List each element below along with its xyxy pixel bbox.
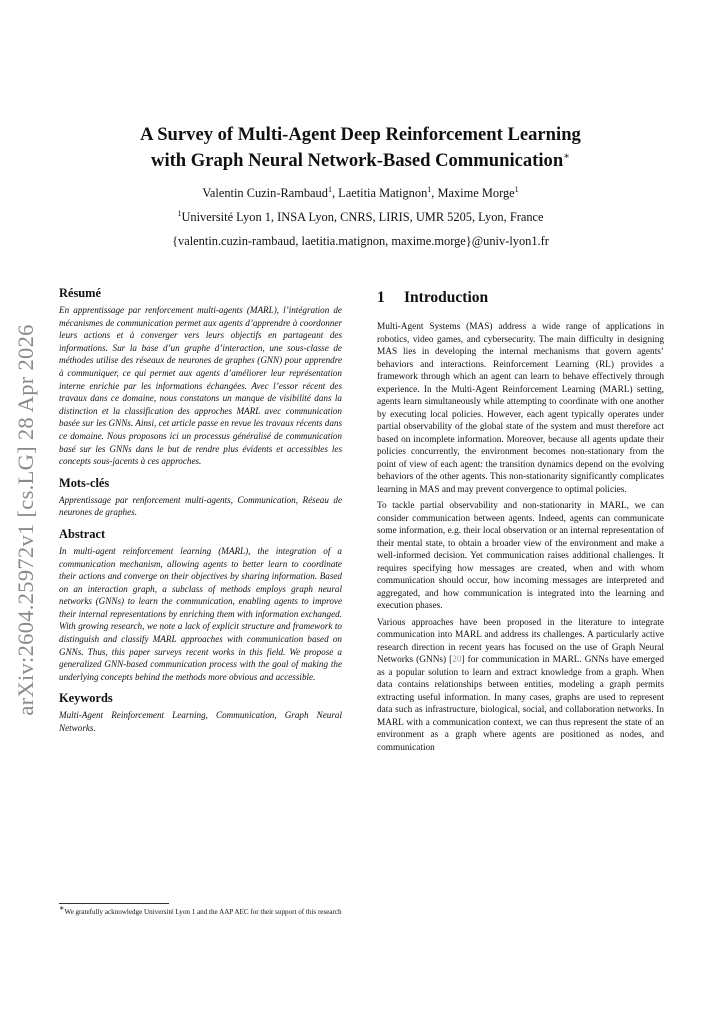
citation-link[interactable]: 20 [452, 655, 462, 665]
title-footnote-mark: ∗ [563, 150, 570, 162]
title-line-2: with Graph Neural Network-Based Communication [151, 150, 564, 171]
abstract-section [59, 527, 342, 684]
footnote-rule [59, 903, 169, 904]
affiliation [60, 210, 661, 225]
footnote-text: ∗We gratefully acknowledge Université Lyon 1 and the AAP AEC for their support of this research [59, 903, 342, 916]
author-emails: {valentin.cuzin-rambaud, laetitia.matignon, maxime.morge}@univ-lyon1.fr [172, 234, 549, 248]
author-list [60, 186, 661, 201]
author: Laetitia Matignon$^1$, [338, 184, 438, 200]
footnote [59, 903, 342, 917]
paper-title [60, 122, 661, 174]
mots-cles-section [59, 476, 342, 519]
intro-paragraph-2: To tackle partial observability and non-stationarity in MARL, we can consider communication between agents. Indeed, agents can communicate some information, e.g. their local observation or an internal representation of their mental state, to obtain a broader view of the environment and make a well-informed decision. Yet communication raises additional challenges. It requires specifying how messages are created, when and with whom communication should occur, how incoming messages are interpreted and aggregated, and how communication is integrated into the learning and execution phases. [377, 501, 664, 611]
abstract-heading: Abstract [59, 526, 106, 541]
intro-paragraph-1: Multi-Agent Systems (MAS) address a wide range of applications in robotics, video games, and cybersecurity. The main difficulty in designing MAS lies in developing the internal mechanisms that govern agents’ behaviors and interactions. Reinforcement Learning (RL) provides a framework through which an agent can learn to behave effectively through experience. In the Multi-Agent Reinforcement Learning (MARL) setting, agents learn simultaneously while attempting to coordinate with one another by executing local policies. However, each agent typically operates under partial observability of the global state of the system and must therefore act based on incomplete information. Moreover, because all agents update their policies concurrently, the environment becomes non-stationary from the point of view of each agent: the transition dynamics depend on the evolving behaviors of the other agents. This non-stationarity significantly complicates learning in MAS and may prevent convergence to optimal policies. [377, 322, 664, 495]
keywords-section [59, 691, 342, 734]
author: Maxime Morge$^1$ [437, 184, 519, 200]
title-line-1: A Survey of Multi-Agent Deep Reinforcement Learning [140, 124, 581, 145]
introduction-heading [377, 289, 664, 307]
resume-text: En apprentissage par renforcement multi-agents (MARL), l’intégration de mécanismes de communication permet aux agents d’apprendre à coordonner leurs actions et à converger vers leurs objectifs en partageant des informations. Sur la base d’un graphe d’interaction, une sous-classe de méthodes utilise des réseaux de neurones de graphes (GNN) pour apprendre à communiquer, ce qui permet aux agents d’améliorer leur représentation interne enrichie par les informations échangées. Avec l’essor récent des travaux dans ce domaine, nous constatons un manque de visibilité dans la distinction et la classification des approches MARL avec communication basée sur les GNNs. Ainsi, cet article passe en revue les travaux récents dans ce domaine. Nous proposons ici un processus généralisé de communication basé sur les GNNs dans le but de rendre plus évidents et accessibles les concepts sous-jacents à ces approches. [59, 305, 342, 467]
right-column [377, 286, 664, 758]
arxiv-stamp [2, 324, 50, 716]
mots-cles-heading: Mots-clés [59, 475, 110, 490]
arxiv-identifier: arXiv:2604.25972v1 [cs.LG] 28 Apr 2026 [13, 324, 38, 716]
resume-section [59, 286, 342, 468]
resume-heading: Résumé [59, 286, 101, 300]
affiliation-mark: 1 [177, 208, 182, 218]
left-column [59, 286, 342, 743]
keywords-text: Multi-Agent Reinforcement Learning, Communication, Graph Neural Networks. [59, 710, 342, 734]
keywords-heading: Keywords [59, 691, 113, 706]
author: Valentin Cuzin-Rambaud$^1$, [202, 184, 339, 200]
abstract-text: In multi-agent reinforcement learning (MARL), the integration of a communication mechanism, allowing agents to better learn to coordinate their actions and converge on their objectives by sharing information. Based on an interaction graph, a subclass of methods employs graph neural networks (GNNs) to learn the communication, enabling agents to improve their internal representations by enriching them with information exchanged. With growing research, we note a lack of explicit structure and framework to distinguish and classify MARL approaches with communication based on GNNs. Thus, this paper surveys recent works in this field. We propose a generalized GNN-based communication process with the goal of making the underlying concepts behind the methods more obvious and accessible. [59, 545, 342, 682]
mots-cles-text: Apprentissage par renforcement multi-agents, Communication, Réseau de neurones de graphes. [59, 494, 342, 518]
affiliation-text: Université Lyon 1, INSA Lyon, CNRS, LIRIS, UMR 5205, Lyon, France [181, 210, 544, 224]
intro-paragraph-3: Various approaches have been proposed in the literature to integrate communication into MARL and address its challenges. A particularly active research direction in recent years has focused on the use of Graph Neural Networks (GNNs) [20] for communication in MARL. GNNs have emerged as a popular solution to learn and extract knowledge from a graph. When data contains relationships between entities, modeling a graph permits extracting useful information. In many cases, graphs are used to represent data such as infrastructure, biological, social, and collaboration networks. In MARL with a communication context, we can thus represent the state of an environment as a graph where agents are positioned as nodes, and communication [377, 617, 664, 753]
section-number: 1 [377, 289, 385, 306]
section-title: Introduction [404, 289, 489, 306]
